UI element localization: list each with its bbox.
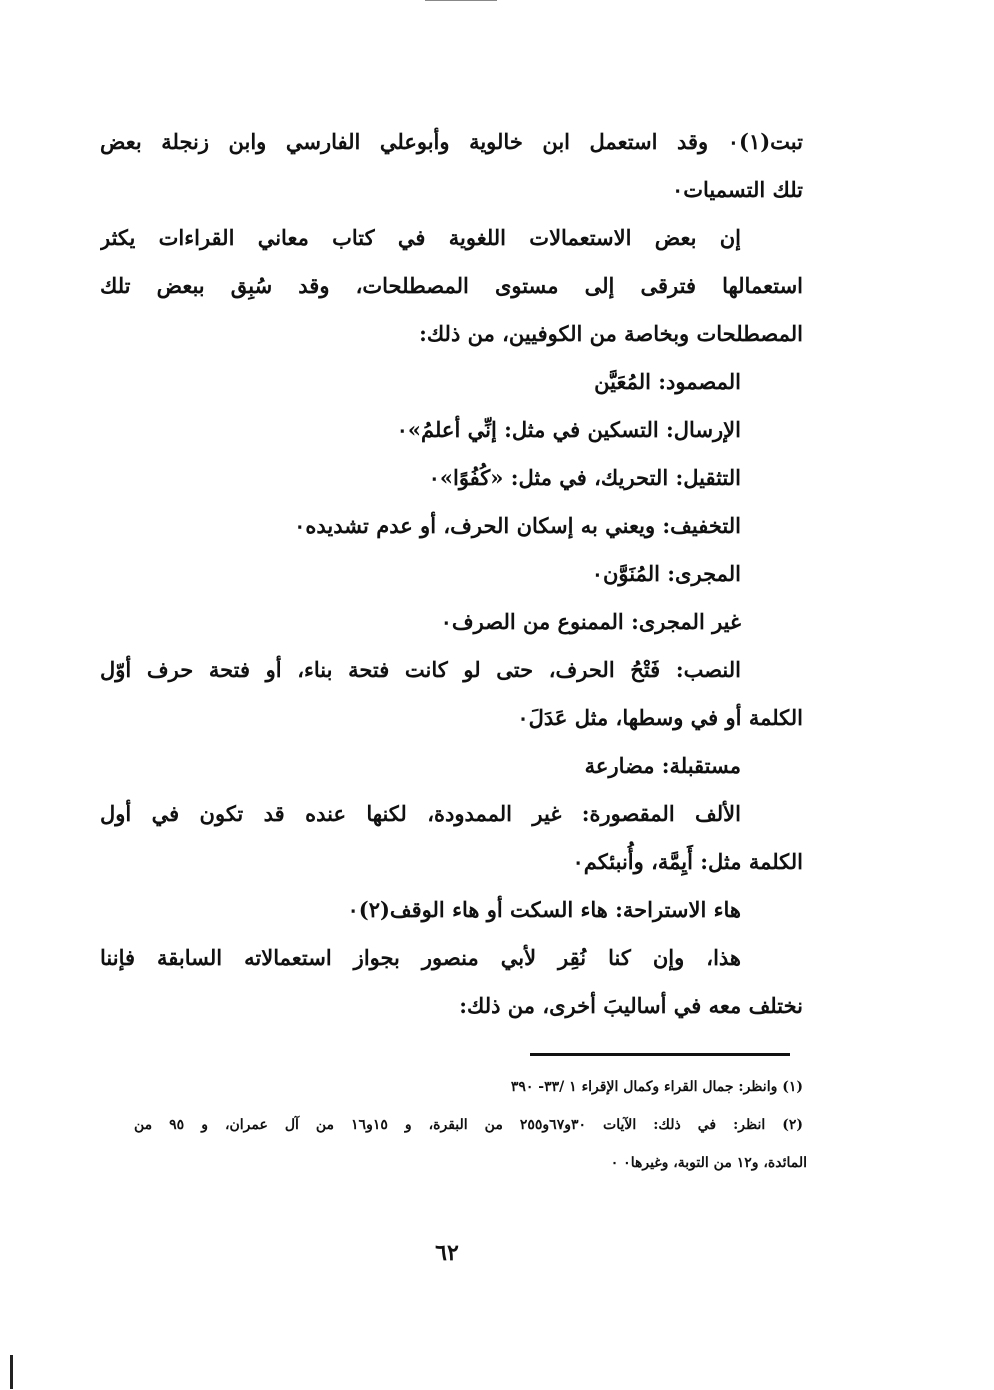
scan-edge-mark — [10, 1355, 13, 1389]
body-line: تبت(١)٠ وقد استعمل ابن خالوية وأبوعلي الفارسي وابن زنجلة بعض — [100, 129, 803, 154]
body-line: نختلف معه في أساليبَ أخرى، من ذلك: — [459, 993, 803, 1018]
body-line: هذا، وإن كنا نُقِر لأبي منصور بجواز استعمالاته السابقة فإننا — [100, 945, 741, 970]
term-line: هاء الاستراحة: هاء السكت أو هاء الوقف(٢)٠ — [347, 897, 741, 922]
footnote-line: (٢) انظر: في ذلك: الآيات ٣٠و٦٧و٢٥٥ من البقرة، و ١٥و١٦ من آل عمران، و ٩٥ من — [134, 1117, 804, 1133]
term-line: الألف المقصورة: غير الممدودة، لكنها عنده قد تكون في أول — [100, 801, 741, 826]
body-line: تلك التسميات٠ — [671, 177, 803, 202]
body-line: الكلمة مثل: أَيِمَّة، وأُنبئكم٠ — [572, 849, 803, 874]
footnote-separator — [530, 1053, 790, 1056]
body-line: استعمالها فترقى إلى مستوى المصطلحات، وقد سُبِق ببعض تلك — [100, 273, 803, 298]
term-line: التخفيف: ويعني به إسكان الحرف، أو عدم تشديده٠ — [294, 513, 741, 538]
term-line: مستقبلة: مضارعة — [584, 753, 741, 778]
body-text — [100, 118, 803, 1030]
term-line: الإرسال: التسكين في مثل: إنِّي أعلمُ»٠ — [396, 417, 741, 442]
term-line: غير المجرى: الممنوع من الصرف٠ — [440, 609, 741, 634]
term-line: المجرى: المُنَوَّن٠ — [591, 561, 741, 586]
term-line: النصب: فَتْحُ الحرف، حتى لو كانت فتحة بناء، أو فتحة حرف أوّل — [100, 657, 741, 682]
footnote-line: المائدة، و١٢ من التوبة، وغيرها٠ ٠ — [610, 1155, 807, 1171]
body-line: المصطلحات وبخاصة من الكوفيين، من ذلك: — [419, 321, 803, 346]
footnotes — [134, 1068, 807, 1182]
term-line: المصمود: المُعَيَّن — [594, 369, 741, 394]
top-rule — [425, 0, 497, 1]
page-number: ٦٢ — [435, 1240, 459, 1266]
body-line: الكلمة أو في وسطها، مثل عَدَلَ٠ — [517, 705, 803, 730]
term-line: التثقيل: التحريك، في مثل: «كُفُوًا»٠ — [428, 465, 741, 490]
footnote-line: (١) وانظر: جمال القراء وكمال الإقراء ١ /٣٣- ٣٩٠ — [510, 1079, 803, 1095]
body-line: إن بعض الاستعمالات اللغوية في كتاب معاني القراءات يكثر — [100, 225, 741, 250]
